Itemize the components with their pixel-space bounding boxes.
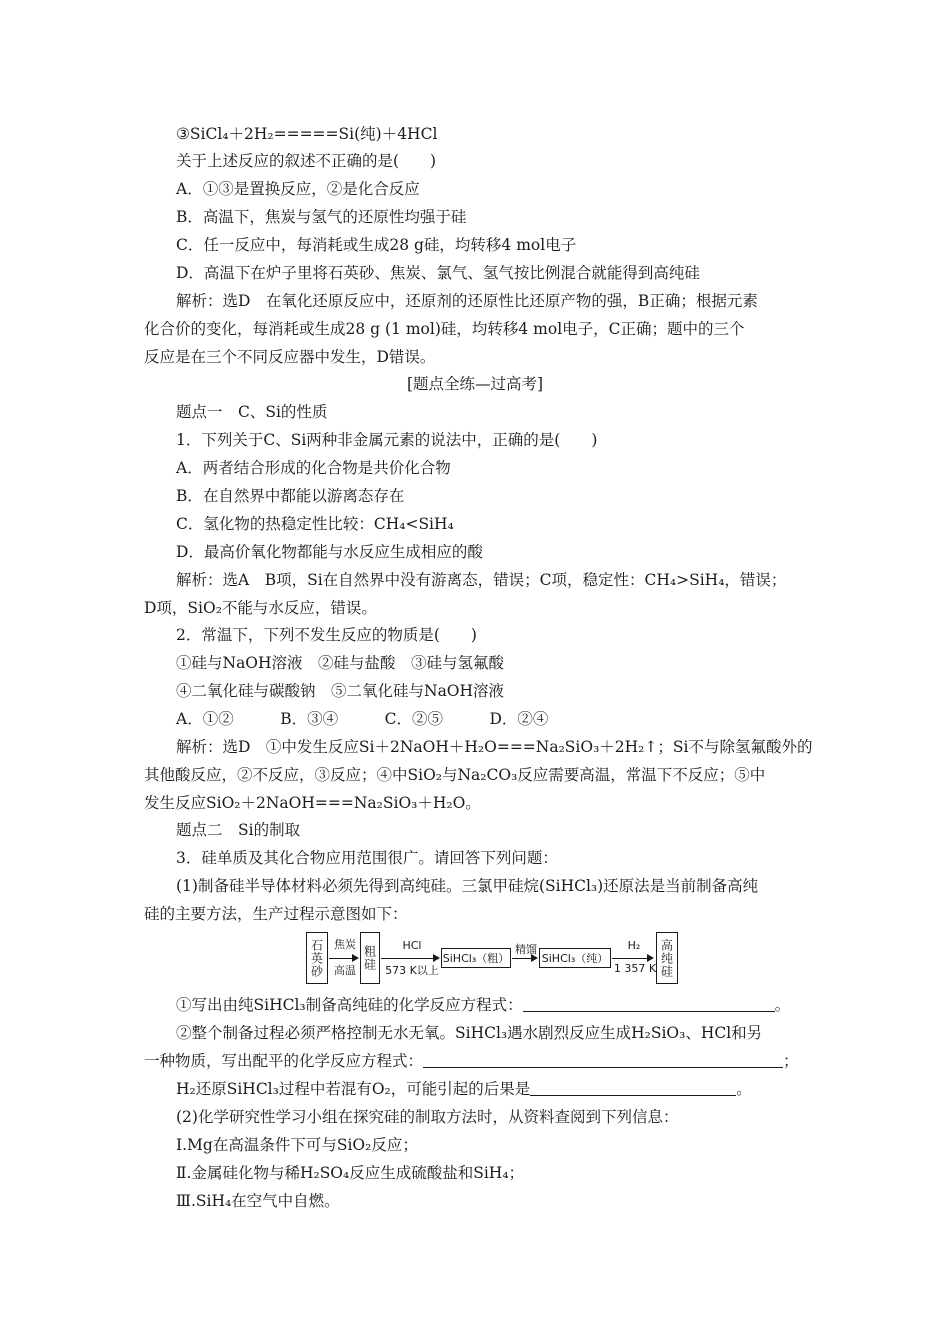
q2-analysis-2: 其他酸反应，②不反应，③反应；④中SiO₂与Na₂CO₃反应需要高温，常温下不反应；⑤中 [144, 766, 766, 784]
q2-items-2: ④二氧化硅与碳酸钠 ⑤二氧化硅与NaOH溶液 [176, 682, 505, 700]
flow-label-coke: 焦炭 [334, 938, 356, 951]
q3-stem: 3．硅单质及其化合物应用范围很广。请回答下列问题： [176, 849, 558, 867]
q1-option-b: B．在自然界中都能以游离态存在 [176, 487, 405, 505]
q3-sub-3-end: 。 [736, 1080, 752, 1098]
flow-box-quartz [306, 932, 328, 984]
option-b: B．高温下，焦炭与氢气的还原性均强于硅 [176, 208, 467, 226]
q2-stem: 2．常温下，下列不发生反应的物质是( ) [176, 626, 477, 644]
q1-analysis-2: D项，SiO₂不能与水反应，错误。 [144, 599, 377, 617]
q3-sub-2-line-1: ②整个制备过程必须严格控制无水无氧。SiHCl₃遇水剧烈反应生成H₂SiO₃、HCl和另 [176, 1024, 763, 1042]
q3-sub-1 [176, 995, 790, 1015]
topic-1-title: 题点一 C、Si的性质 [176, 403, 328, 421]
q1-option-d: D．最高价氧化物都能与水反应生成相应的酸 [176, 543, 483, 561]
flow-box-crude-si [360, 932, 380, 984]
flow-box-sihcl3-crude-label: SiHCl₃（粗） [442, 952, 510, 965]
flow-label-hightemp: 高温 [334, 964, 356, 977]
answer-blank-3[interactable] [530, 1081, 736, 1096]
q2-analysis-1: 解析：选D ①中发生反应Si＋2NaOH＋H₂O===Na₂SiO₃＋2H₂↑；Si不与除氢氟酸外的 [176, 738, 813, 756]
flow-box-quartz-label: 石英砂 [309, 938, 324, 978]
q3-sub-3 [176, 1079, 752, 1099]
q3-part1-line-1: (1)制备硅半导体材料必须先得到高纯硅。三氯甲硅烷(SiHCl₃)还原法是当前制备高纯 [176, 877, 759, 895]
flow-box-sihcl3-pure-label: SiHCl₃（纯） [541, 952, 609, 965]
analysis-line-3: 反应是在三个不同反应器中发生，D错误。 [144, 348, 436, 366]
flow-arrow-1 [329, 958, 357, 959]
q3-part2-intro: (2)化学研究性学习小组在探究硅的制取方法时，从资料查阅到下列信息： [176, 1108, 679, 1126]
q1-option-c: C．氢化物的热稳定性比较：CH₄<SiH₄ [176, 515, 454, 533]
q2-options: A．①② B．③④ C．②⑤ D．②④ [176, 710, 549, 728]
info-item-1: Ⅰ.Mg在高温条件下可与SiO₂反应； [176, 1136, 418, 1154]
equation-3: ③SiCl₄＋2H₂=====Si(纯)＋4HCl [176, 125, 438, 143]
flow-label-distill: 精馏 [515, 943, 537, 956]
flow-arrow-4 [612, 958, 652, 959]
q3-part1-line-2: 硅的主要方法，生产过程示意图如下： [144, 905, 408, 923]
q3-sub-3-text: H₂还原SiHCl₃过程中若混有O₂，可能引起的后果是 [176, 1080, 531, 1098]
analysis-line-1: 解析：选D 在氧化还原反应中，还原剂的还原性比还原产物的强，B正确；根据元素 [176, 292, 758, 310]
answer-blank-1[interactable] [523, 997, 775, 1012]
flow-label-1357k: 1 357 K [613, 962, 657, 975]
section-heading: [题点全练—过高考] [406, 375, 544, 393]
q3-sub-1-end: 。 [774, 996, 791, 1014]
process-flow-diagram [306, 928, 680, 988]
flow-label-h2: H₂ [627, 939, 641, 952]
q3-sub-2-text: 一种物质，写出配平的化学反应方程式： [144, 1052, 424, 1070]
flow-arrow-3 [512, 958, 536, 959]
analysis-line-2: 化合价的变化，每消耗或生成28 g (1 mol)硅，均转移4 mol电子，C正确；题中的三个 [144, 320, 745, 338]
q3-sub-2-end: ； [783, 1052, 799, 1070]
flow-box-crude-si-label: 粗硅 [362, 945, 377, 971]
flow-box-sihcl3-pure [539, 948, 611, 968]
answer-blank-2[interactable] [423, 1053, 783, 1068]
flow-label-hcl: HCl [402, 939, 422, 952]
topic-2-title: 题点二 Si的制取 [176, 821, 301, 839]
flow-label-573k: 573 K以上 [385, 964, 439, 977]
flow-box-pure-si-label: 高纯硅 [659, 938, 674, 978]
q1-stem: 1．下列关于C、Si两种非金属元素的说法中，正确的是( ) [176, 431, 598, 449]
q2-items-1: ①硅与NaOH溶液 ②硅与盐酸 ③硅与氢氟酸 [176, 654, 505, 672]
flow-box-sihcl3-crude [441, 948, 511, 968]
q3-sub-2-line-2 [144, 1051, 799, 1071]
info-item-2: Ⅱ.金属硅化物与稀H₂SO₄反应生成硫酸盐和SiH₄； [176, 1164, 525, 1182]
option-d: D．高温下在炉子里将石英砂、焦炭、氯气、氢气按比例混合就能得到高纯硅 [176, 264, 700, 282]
flow-box-pure-si [656, 932, 678, 984]
info-item-3: Ⅲ.SiH₄在空气中自燃。 [176, 1192, 340, 1210]
question-stem: 关于上述反应的叙述不正确的是( ) [176, 152, 437, 170]
option-a: A．①③是置换反应，②是化合反应 [176, 180, 420, 198]
q1-option-a: A．两者结合形成的化合物是共价化合物 [176, 459, 451, 477]
q2-analysis-3: 发生反应SiO₂＋2NaOH===Na₂SiO₃＋H₂O。 [144, 794, 481, 812]
q3-sub-1-text: ①写出由纯SiHCl₃制备高纯硅的化学反应方程式： [176, 996, 523, 1014]
q1-analysis-1: 解析：选A B项，Si在自然界中没有游离态，错误；C项，稳定性：CH₄>SiH₄，错误； [176, 571, 787, 589]
option-c: C．任一反应中，每消耗或生成28 g硅，均转移4 mol电子 [176, 236, 577, 254]
flow-arrow-2 [381, 958, 438, 959]
